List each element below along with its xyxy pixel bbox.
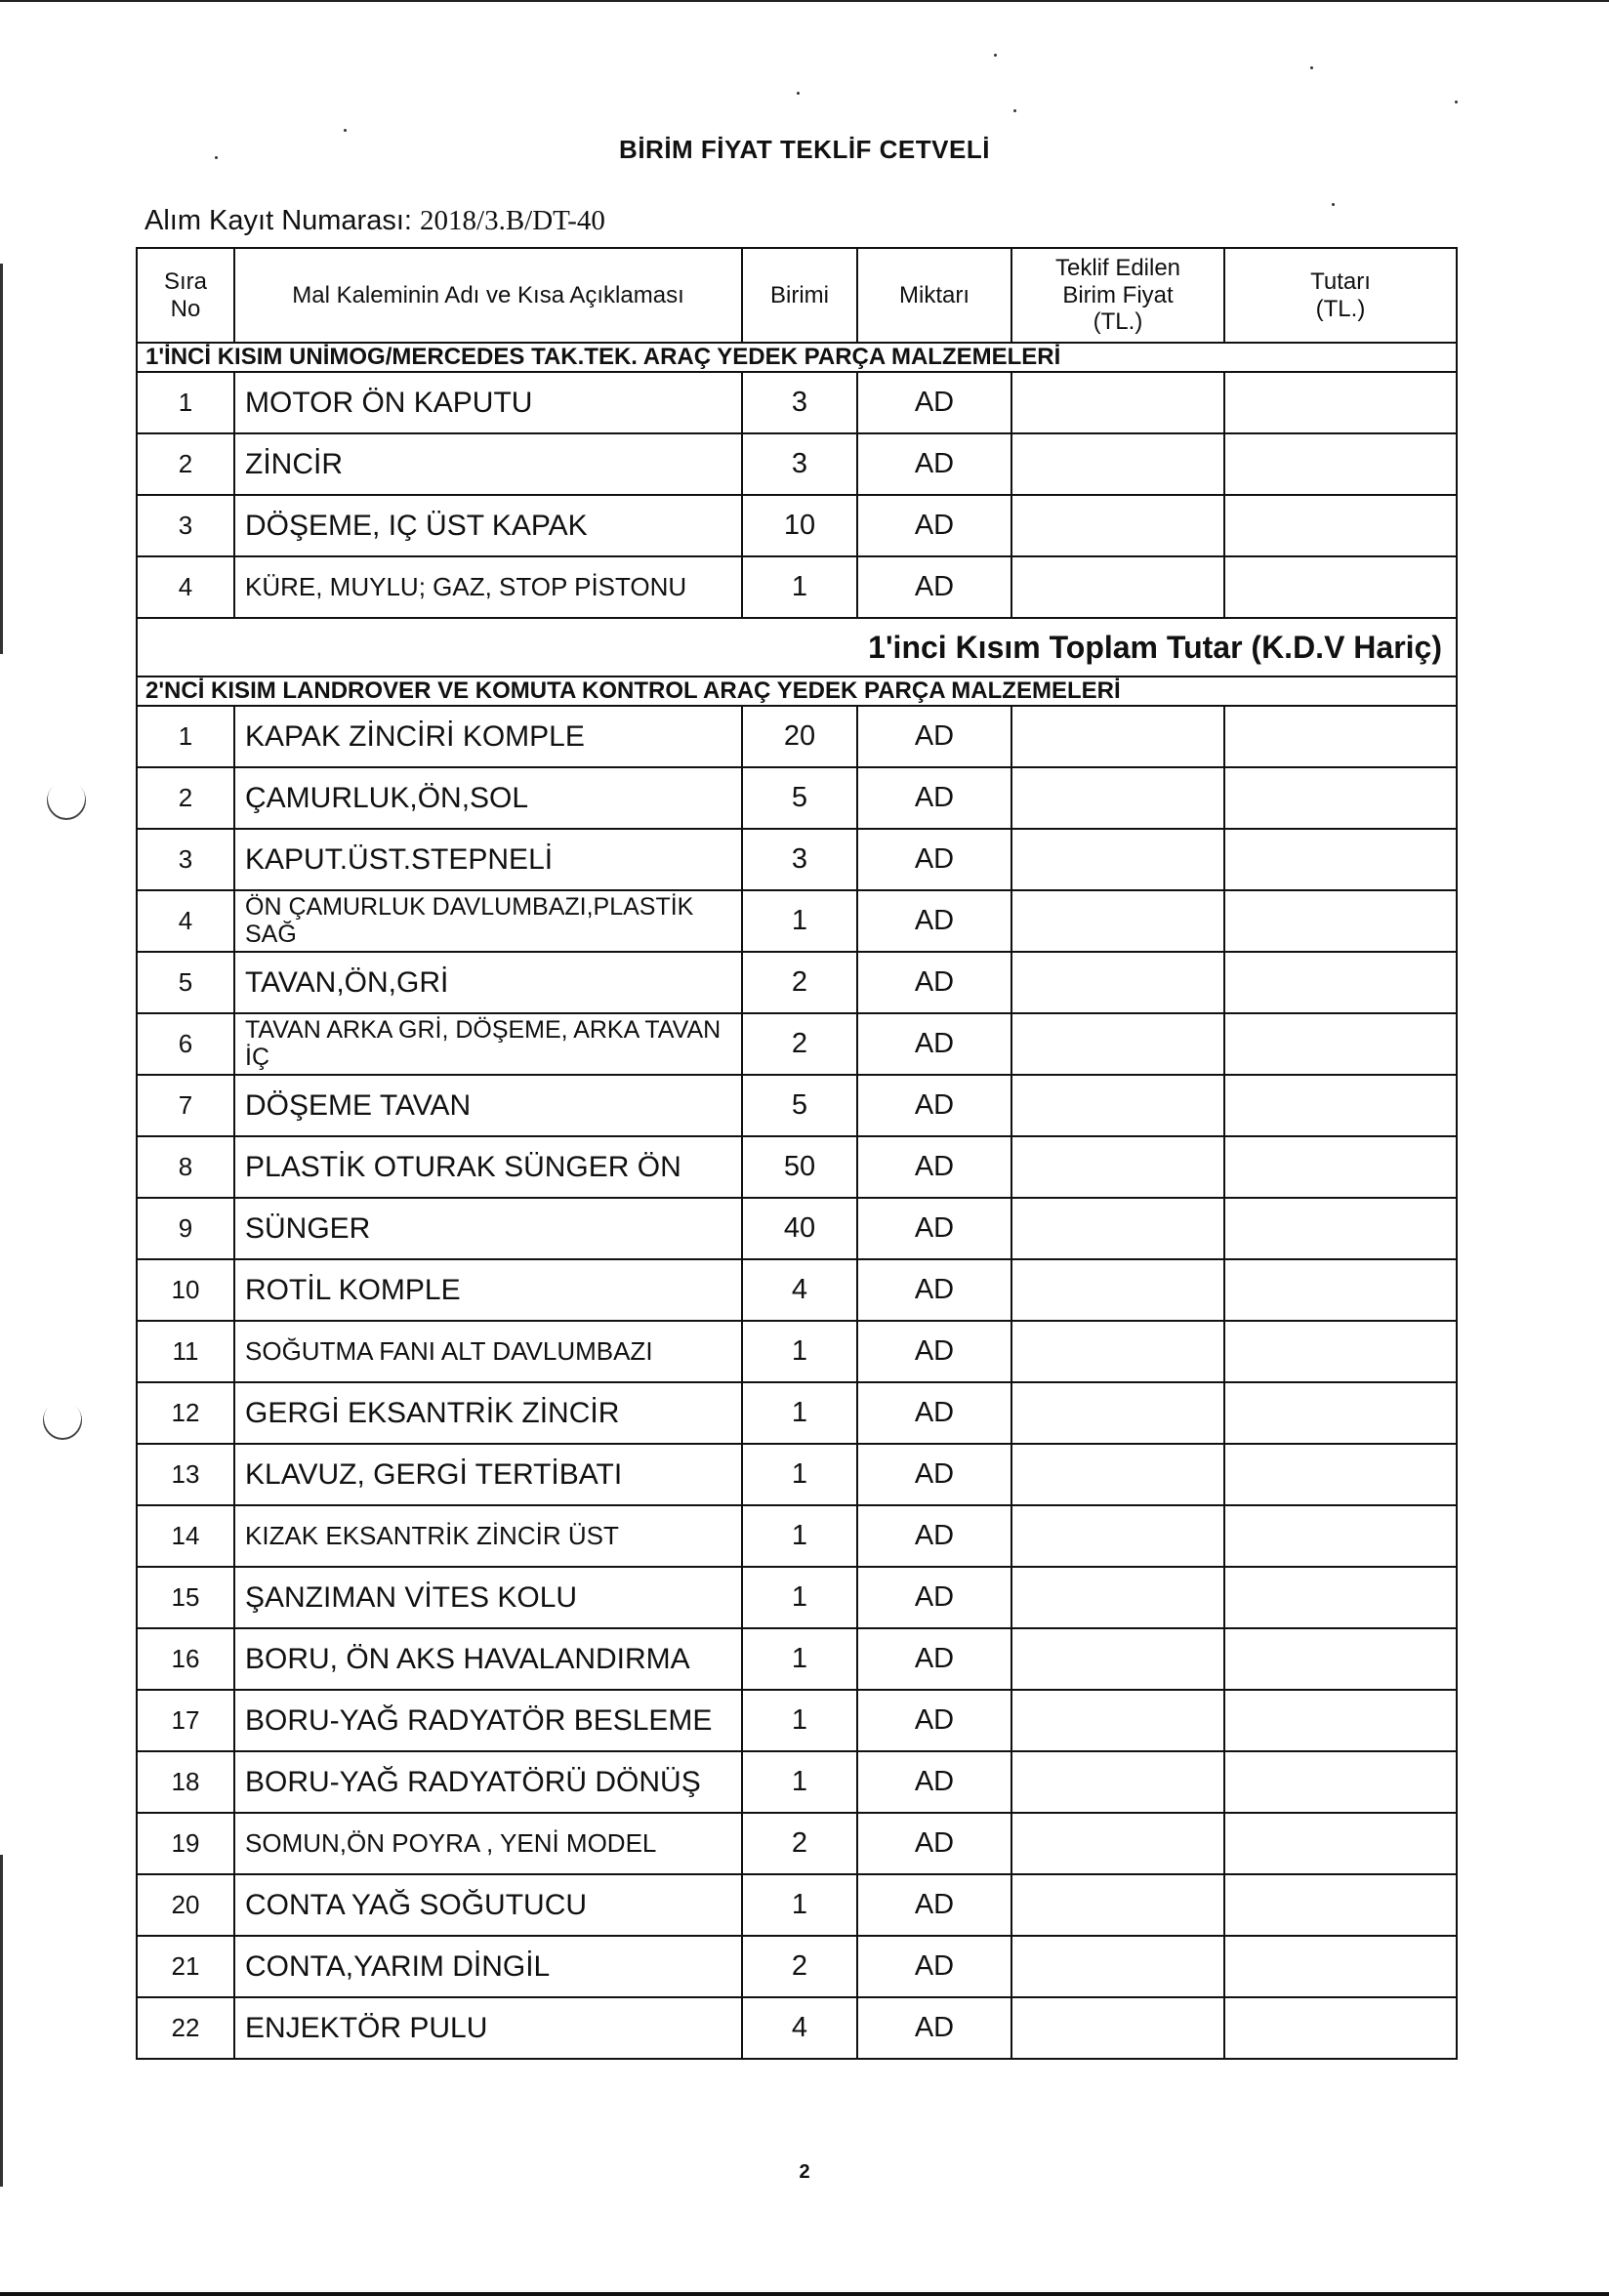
row-item-name: MOTOR ÖN KAPUTU xyxy=(234,372,742,433)
row-unit-price-input xyxy=(1011,890,1224,952)
row-no: 5 xyxy=(137,952,234,1013)
row-quantity: 5 xyxy=(742,1075,857,1136)
header-unit-price-label: Teklif Edilen Birim Fiyat (TL.) xyxy=(1054,255,1181,336)
punch-hole-mark xyxy=(35,1393,91,1449)
section-title-row xyxy=(137,676,1457,706)
row-quantity: 50 xyxy=(742,1136,857,1198)
row-item-name: ZİNCİR xyxy=(234,433,742,495)
row-total-input xyxy=(1224,1382,1457,1444)
row-unit: AD xyxy=(857,1690,1011,1751)
row-no: 19 xyxy=(137,1813,234,1874)
header-unit-price xyxy=(1011,248,1224,343)
row-item-name: KLAVUZ, GERGİ TERTİBATI xyxy=(234,1444,742,1505)
row-unit: AD xyxy=(857,372,1011,433)
table-row xyxy=(137,952,1457,1013)
row-total-input xyxy=(1224,1874,1457,1936)
row-no: 17 xyxy=(137,1690,234,1751)
row-no: 6 xyxy=(137,1013,234,1075)
row-unit: AD xyxy=(857,1567,1011,1628)
row-unit: AD xyxy=(857,1997,1011,2059)
row-quantity: 3 xyxy=(742,372,857,433)
row-item-name: ÇAMURLUK,ÖN,SOL xyxy=(234,767,742,829)
row-item-name: CONTA,YARIM DİNGİL xyxy=(234,1936,742,1997)
row-item-name: KIZAK EKSANTRİK ZİNCİR ÜST xyxy=(234,1505,742,1567)
header-name-label: Mal Kaleminin Adı ve Kısa Açıklaması xyxy=(292,281,684,308)
row-quantity: 1 xyxy=(742,1505,857,1567)
scan-speck xyxy=(1332,203,1335,206)
row-item-name: ENJEKTÖR PULU xyxy=(234,1997,742,2059)
row-quantity: 1 xyxy=(742,556,857,618)
row-quantity: 1 xyxy=(742,1690,857,1751)
row-total-input xyxy=(1224,1690,1457,1751)
row-unit: AD xyxy=(857,1444,1011,1505)
row-unit-price-input xyxy=(1011,1751,1224,1813)
row-unit-price-input xyxy=(1011,1813,1224,1874)
row-unit: AD xyxy=(857,1813,1011,1874)
row-quantity: 2 xyxy=(742,1936,857,1997)
row-total-input xyxy=(1224,1505,1457,1567)
row-item-name: DÖŞEME TAVAN xyxy=(234,1075,742,1136)
row-quantity: 2 xyxy=(742,1013,857,1075)
row-no: 4 xyxy=(137,556,234,618)
row-item-name: KÜRE, MUYLU; GAZ, STOP PİSTONU xyxy=(234,556,742,618)
section-title-row xyxy=(137,343,1457,372)
table-row xyxy=(137,829,1457,890)
subtotal-label: 1'inci Kısım Toplam Tutar (K.D.V Hariç) xyxy=(137,618,1457,676)
table-row xyxy=(137,1936,1457,1997)
header-no xyxy=(137,248,234,343)
header-unit xyxy=(857,248,1011,343)
row-unit: AD xyxy=(857,829,1011,890)
header-unit-label: Miktarı xyxy=(899,281,970,308)
row-unit-price-input xyxy=(1011,1997,1224,2059)
table-row xyxy=(137,706,1457,767)
row-quantity: 40 xyxy=(742,1198,857,1259)
row-no: 16 xyxy=(137,1628,234,1690)
table-row xyxy=(137,556,1457,618)
table-row xyxy=(137,1690,1457,1751)
row-item-name: PLASTİK OTURAK SÜNGER ÖN xyxy=(234,1136,742,1198)
scan-edge-top xyxy=(0,0,1609,2)
row-no: 22 xyxy=(137,1997,234,2059)
table-row xyxy=(137,433,1457,495)
scan-speck xyxy=(1013,109,1016,112)
table-row xyxy=(137,767,1457,829)
row-quantity: 20 xyxy=(742,706,857,767)
table-row xyxy=(137,1075,1457,1136)
scan-edge-bottom xyxy=(0,2292,1609,2296)
row-unit-price-input xyxy=(1011,1567,1224,1628)
row-total-input xyxy=(1224,952,1457,1013)
row-total-input xyxy=(1224,1997,1457,2059)
section-title: 1'İNCİ KISIM UNİMOG/MERCEDES TAK.TEK. ARAÇ YEDEK PARÇA MALZEMELERİ xyxy=(137,343,1457,372)
row-no: 2 xyxy=(137,767,234,829)
row-unit: AD xyxy=(857,1936,1011,1997)
header-total-label: Tutarı (TL.) xyxy=(1310,267,1371,322)
row-total-input xyxy=(1224,1259,1457,1321)
row-unit-price-input xyxy=(1011,1136,1224,1198)
row-unit-price-input xyxy=(1011,767,1224,829)
row-unit-price-input xyxy=(1011,829,1224,890)
row-unit-price-input xyxy=(1011,1321,1224,1382)
row-quantity: 1 xyxy=(742,1382,857,1444)
table-row xyxy=(137,1567,1457,1628)
row-unit-price-input xyxy=(1011,433,1224,495)
row-total-input xyxy=(1224,1444,1457,1505)
scan-speck xyxy=(344,129,347,132)
row-no: 7 xyxy=(137,1075,234,1136)
registration-number xyxy=(144,205,605,237)
row-unit: AD xyxy=(857,1382,1011,1444)
row-item-name: SOMUN,ÖN POYRA , YENİ MODEL xyxy=(234,1813,742,1874)
header-quantity-label: Birimi xyxy=(770,281,829,308)
table-row xyxy=(137,890,1457,952)
subtotal-row xyxy=(137,618,1457,676)
row-item-name: KAPAK ZİNCİRİ KOMPLE xyxy=(234,706,742,767)
row-unit: AD xyxy=(857,767,1011,829)
row-total-input xyxy=(1224,1075,1457,1136)
row-unit: AD xyxy=(857,433,1011,495)
row-no: 21 xyxy=(137,1936,234,1997)
row-unit-price-input xyxy=(1011,1259,1224,1321)
row-item-name: ÖN ÇAMURLUK DAVLUMBAZI,PLASTİK SAĞ xyxy=(234,890,742,952)
row-no: 20 xyxy=(137,1874,234,1936)
row-unit-price-input xyxy=(1011,1075,1224,1136)
row-unit-price-input xyxy=(1011,1690,1224,1751)
row-total-input xyxy=(1224,767,1457,829)
scan-speck xyxy=(1455,101,1458,103)
row-unit: AD xyxy=(857,706,1011,767)
row-unit: AD xyxy=(857,1013,1011,1075)
table-row xyxy=(137,1751,1457,1813)
row-quantity: 3 xyxy=(742,829,857,890)
row-total-input xyxy=(1224,1936,1457,1997)
table-row xyxy=(137,1321,1457,1382)
row-quantity: 10 xyxy=(742,495,857,556)
row-total-input xyxy=(1224,433,1457,495)
row-no: 8 xyxy=(137,1136,234,1198)
row-total-input xyxy=(1224,1751,1457,1813)
row-unit-price-input xyxy=(1011,1198,1224,1259)
table-row xyxy=(137,1444,1457,1505)
row-item-name: BORU-YAĞ RADYATÖR BESLEME xyxy=(234,1690,742,1751)
row-item-name: TAVAN,ÖN,GRİ xyxy=(234,952,742,1013)
row-no: 2 xyxy=(137,433,234,495)
table-header-row xyxy=(137,248,1457,343)
row-quantity: 1 xyxy=(742,1567,857,1628)
row-total-input xyxy=(1224,1013,1457,1075)
page-number: 2 xyxy=(799,2161,810,2183)
row-quantity: 1 xyxy=(742,1321,857,1382)
row-item-name: BORU, ÖN AKS HAVALANDIRMA xyxy=(234,1628,742,1690)
row-unit-price-input xyxy=(1011,1628,1224,1690)
row-no: 4 xyxy=(137,890,234,952)
table-row xyxy=(137,1813,1457,1874)
row-total-input xyxy=(1224,1628,1457,1690)
row-item-name: CONTA YAĞ SOĞUTUCU xyxy=(234,1874,742,1936)
row-item-name: SOĞUTMA FANI ALT DAVLUMBAZI xyxy=(234,1321,742,1382)
bid-price-table xyxy=(136,247,1458,2060)
row-no: 13 xyxy=(137,1444,234,1505)
row-no: 1 xyxy=(137,706,234,767)
row-unit: AD xyxy=(857,1075,1011,1136)
table-row xyxy=(137,1628,1457,1690)
scan-speck xyxy=(1310,66,1313,69)
row-quantity: 3 xyxy=(742,433,857,495)
row-quantity: 2 xyxy=(742,952,857,1013)
row-total-input xyxy=(1224,706,1457,767)
row-no: 10 xyxy=(137,1259,234,1321)
row-unit: AD xyxy=(857,1136,1011,1198)
scan-speck xyxy=(994,54,997,57)
table-row xyxy=(137,1874,1457,1936)
row-total-input xyxy=(1224,890,1457,952)
row-unit-price-input xyxy=(1011,952,1224,1013)
row-unit: AD xyxy=(857,1874,1011,1936)
row-unit-price-input xyxy=(1011,1874,1224,1936)
scan-edge-left xyxy=(0,264,3,654)
registration-label: Alım Kayıt Numarası: xyxy=(144,205,412,236)
table-row xyxy=(137,1259,1457,1321)
punch-hole-mark xyxy=(39,773,95,829)
row-no: 18 xyxy=(137,1751,234,1813)
header-name xyxy=(234,248,742,343)
table-row xyxy=(137,1013,1457,1075)
row-unit-price-input xyxy=(1011,1382,1224,1444)
header-total xyxy=(1224,248,1457,343)
row-no: 15 xyxy=(137,1567,234,1628)
row-no: 1 xyxy=(137,372,234,433)
scan-speck xyxy=(797,92,800,95)
row-unit-price-input xyxy=(1011,706,1224,767)
table-row xyxy=(137,1382,1457,1444)
scan-edge-left xyxy=(0,1855,3,2187)
row-quantity: 5 xyxy=(742,767,857,829)
row-quantity: 1 xyxy=(742,1751,857,1813)
row-unit-price-input xyxy=(1011,1013,1224,1075)
table-row xyxy=(137,1505,1457,1567)
row-item-name: ROTİL KOMPLE xyxy=(234,1259,742,1321)
row-unit-price-input xyxy=(1011,495,1224,556)
row-total-input xyxy=(1224,1136,1457,1198)
row-total-input xyxy=(1224,495,1457,556)
row-item-name: BORU-YAĞ RADYATÖRÜ DÖNÜŞ xyxy=(234,1751,742,1813)
row-no: 12 xyxy=(137,1382,234,1444)
row-unit-price-input xyxy=(1011,1936,1224,1997)
row-unit-price-input xyxy=(1011,1505,1224,1567)
row-unit-price-input xyxy=(1011,1444,1224,1505)
row-item-name: TAVAN ARKA GRİ, DÖŞEME, ARKA TAVAN İÇ xyxy=(234,1013,742,1075)
table-row xyxy=(137,495,1457,556)
row-unit: AD xyxy=(857,1198,1011,1259)
row-no: 11 xyxy=(137,1321,234,1382)
row-total-input xyxy=(1224,1321,1457,1382)
row-total-input xyxy=(1224,1813,1457,1874)
registration-value: 2018/3.B/DT-40 xyxy=(420,205,605,236)
row-total-input xyxy=(1224,829,1457,890)
table-row xyxy=(137,1997,1457,2059)
row-unit-price-input xyxy=(1011,556,1224,618)
table-row xyxy=(137,372,1457,433)
row-unit: AD xyxy=(857,1628,1011,1690)
header-quantity xyxy=(742,248,857,343)
table-row xyxy=(137,1136,1457,1198)
row-item-name: DÖŞEME, IÇ ÜST KAPAK xyxy=(234,495,742,556)
row-unit-price-input xyxy=(1011,372,1224,433)
row-quantity: 1 xyxy=(742,1874,857,1936)
row-item-name: KAPUT.ÜST.STEPNELİ xyxy=(234,829,742,890)
row-unit: AD xyxy=(857,952,1011,1013)
header-no-label: Sıra No xyxy=(163,267,207,322)
row-item-name: GERGİ EKSANTRİK ZİNCİR xyxy=(234,1382,742,1444)
row-unit: AD xyxy=(857,1505,1011,1567)
row-quantity: 2 xyxy=(742,1813,857,1874)
row-unit: AD xyxy=(857,1259,1011,1321)
row-no: 3 xyxy=(137,495,234,556)
row-quantity: 1 xyxy=(742,1444,857,1505)
row-unit: AD xyxy=(857,1751,1011,1813)
row-item-name: SÜNGER xyxy=(234,1198,742,1259)
row-total-input xyxy=(1224,1567,1457,1628)
row-unit: AD xyxy=(857,1321,1011,1382)
row-quantity: 1 xyxy=(742,1628,857,1690)
section-title: 2'NCİ KISIM LANDROVER VE KOMUTA KONTROL ARAÇ YEDEK PARÇA MALZEMELERİ xyxy=(137,676,1457,706)
row-no: 3 xyxy=(137,829,234,890)
row-total-input xyxy=(1224,556,1457,618)
table-row xyxy=(137,1198,1457,1259)
row-quantity: 1 xyxy=(742,890,857,952)
row-no: 9 xyxy=(137,1198,234,1259)
row-unit: AD xyxy=(857,495,1011,556)
row-total-input xyxy=(1224,372,1457,433)
row-quantity: 4 xyxy=(742,1997,857,2059)
row-unit: AD xyxy=(857,890,1011,952)
row-quantity: 4 xyxy=(742,1259,857,1321)
document-title: BİRİM FİYAT TEKLİF CETVELİ xyxy=(619,135,990,164)
row-unit: AD xyxy=(857,556,1011,618)
row-total-input xyxy=(1224,1198,1457,1259)
row-item-name: ŞANZIMAN VİTES KOLU xyxy=(234,1567,742,1628)
row-no: 14 xyxy=(137,1505,234,1567)
